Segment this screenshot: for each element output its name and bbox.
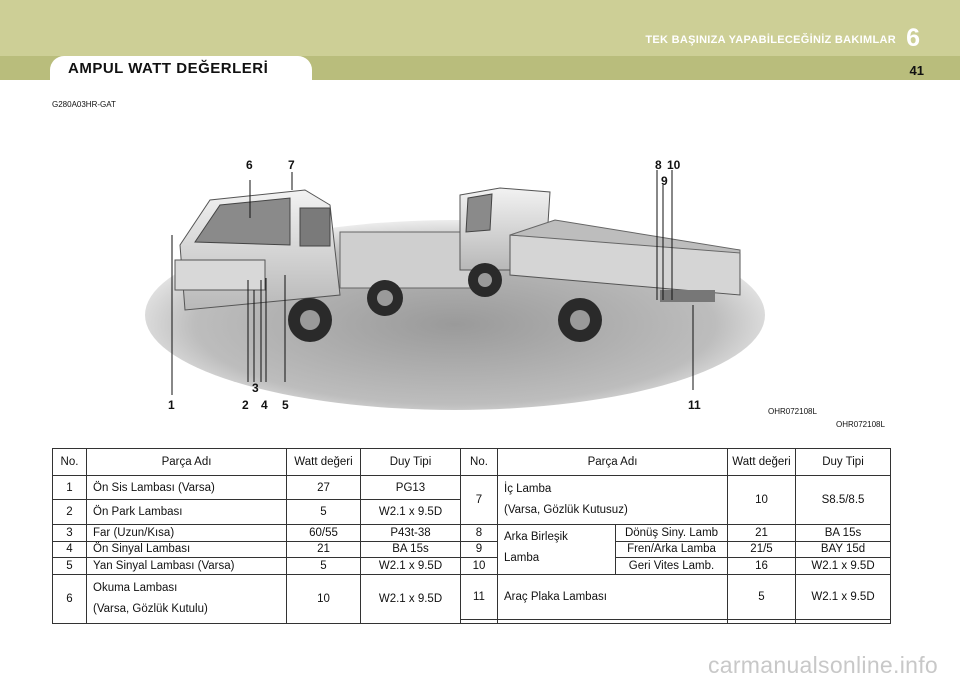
cell-type: W2.1 x 9.5D: [796, 575, 891, 620]
cell-watt: 27: [287, 476, 361, 500]
cell-empty: [461, 620, 498, 624]
cell-watt: 10: [728, 476, 796, 525]
header-no: No.: [53, 449, 87, 476]
cell-type: W2.1 x 9.5D: [796, 558, 891, 575]
callout-9: 9: [661, 174, 668, 188]
callout-7: 7: [288, 158, 295, 172]
cell-type: W2.1 x 9.5D: [361, 558, 461, 575]
cell-part: Ön Sis Lambası (Varsa): [87, 476, 287, 500]
cell-watt: 21: [287, 541, 361, 558]
cell-part: [498, 476, 728, 525]
cell-part-line: Okuma Lambası: [93, 582, 178, 595]
callout-10: 10: [667, 158, 681, 172]
cell-group-line: Lamba: [504, 551, 540, 564]
cell-empty: [796, 620, 891, 624]
header-type: Duy Tipi: [361, 449, 461, 476]
cell-no: 1: [53, 476, 87, 500]
cell-group-line: Arka Birleşik: [504, 530, 568, 543]
callout-11: 11: [688, 398, 701, 412]
image-code-b: OHR072108L: [836, 420, 885, 429]
cell-no: 10: [461, 558, 498, 575]
cell-watt: 5: [287, 558, 361, 575]
cell-no: 2: [53, 500, 87, 524]
table-header-row: [53, 449, 891, 476]
document-code: G280A03HR-GAT: [52, 100, 116, 109]
cell-part: Fren/Arka Lamba: [616, 541, 728, 558]
cell-part: Ön Sinyal Lambası: [87, 541, 287, 558]
table-row: [53, 476, 891, 500]
header-watt: Watt değeri: [287, 449, 361, 476]
header-no: No.: [461, 449, 498, 476]
cell-part: Dönüş Siny. Lamb: [616, 524, 728, 541]
cell-type: PG13: [361, 476, 461, 500]
header-watt: Watt değeri: [728, 449, 796, 476]
cell-no: 4: [53, 541, 87, 558]
cell-watt: 5: [728, 575, 796, 620]
header-part: Parça Adı: [498, 449, 728, 476]
table-row: [53, 541, 891, 558]
section-title: AMPUL WATT DEĞERLERİ: [68, 60, 269, 77]
cell-watt: 21: [728, 524, 796, 541]
callout-1: 1: [168, 398, 175, 412]
callout-3: 3: [252, 381, 259, 395]
cell-part: Yan Sinyal Lambası (Varsa): [87, 558, 287, 575]
header-part: Parça Adı: [87, 449, 287, 476]
cell-type: BA 15s: [361, 541, 461, 558]
cell-part-line: İç Lamba: [504, 482, 552, 495]
callout-5: 5: [282, 398, 289, 412]
cell-no: 6: [53, 575, 87, 624]
cell-watt: 16: [728, 558, 796, 575]
cell-watt: 5: [287, 500, 361, 524]
cell-type: BA 15s: [796, 524, 891, 541]
cell-watt: 21/5: [728, 541, 796, 558]
page-number: 41: [909, 63, 924, 78]
watermark: carmanualsonline.info: [707, 652, 938, 678]
cell-watt: 10: [287, 575, 361, 624]
bulb-spec-table: [52, 448, 891, 624]
table-row: [53, 575, 891, 620]
cell-type: W2.1 x 9.5D: [361, 500, 461, 524]
image-code-a: OHR072108L: [768, 407, 817, 416]
callout-8: 8: [655, 158, 662, 172]
cell-no: 3: [53, 524, 87, 541]
cell-empty: [498, 620, 728, 624]
cell-no: 9: [461, 541, 498, 558]
callout-2: 2: [242, 398, 249, 412]
cell-type: S8.5/8.5: [796, 476, 891, 525]
cell-no: 8: [461, 524, 498, 541]
cell-group: [498, 524, 616, 575]
chapter-title: TEK BAŞINIZA YAPABİLECEĞİNİZ BAKIMLAR: [645, 34, 896, 46]
chapter-number: 6: [906, 24, 920, 52]
truck-illustration: [140, 150, 770, 420]
callout-6: 6: [246, 158, 253, 172]
table-row: [53, 524, 891, 541]
cell-part: Araç Plaka Lambası: [498, 575, 728, 620]
table-row: [53, 558, 891, 575]
cell-no: 11: [461, 575, 498, 620]
cell-part: Far (Uzun/Kısa): [87, 524, 287, 541]
cell-type: P43t-38: [361, 524, 461, 541]
cell-type: W2.1 x 9.5D: [361, 575, 461, 624]
cell-part: Geri Vites Lamb.: [616, 558, 728, 575]
header-type: Duy Tipi: [796, 449, 891, 476]
cell-part-line: (Varsa, Gözlük Kutulu): [93, 603, 208, 616]
cell-part: Ön Park Lambası: [87, 500, 287, 524]
cell-type: BAY 15d: [796, 541, 891, 558]
cell-part-line: (Varsa, Gözlük Kutusuz): [504, 503, 628, 516]
cell-no: 5: [53, 558, 87, 575]
cell-part: [87, 575, 287, 624]
cell-empty: [728, 620, 796, 624]
cell-no: 7: [461, 476, 498, 525]
cell-watt: 60/55: [287, 524, 361, 541]
callout-4: 4: [261, 398, 268, 412]
